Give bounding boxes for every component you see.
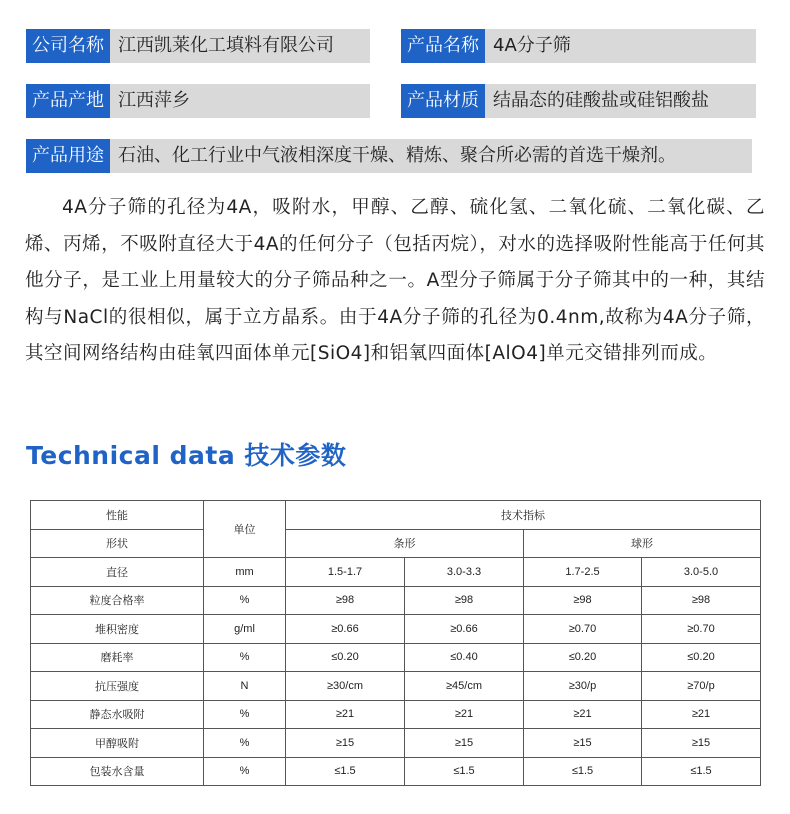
tech-data-table bbox=[30, 500, 761, 786]
row-value-cell: ≥21 bbox=[642, 700, 761, 729]
origin-value: 江西萍乡 bbox=[110, 84, 370, 118]
row-value-cell: ≤1.5 bbox=[642, 757, 761, 786]
row-value-cell: ≤0.40 bbox=[405, 643, 524, 672]
table-row bbox=[31, 700, 761, 729]
table-header-row bbox=[31, 501, 761, 530]
row-unit-cell: % bbox=[204, 729, 286, 758]
row-value-cell: ≥15 bbox=[642, 729, 761, 758]
product-name-row bbox=[401, 29, 756, 63]
row-name-cell: 抗压强度 bbox=[31, 672, 204, 701]
row-value-cell: ≥0.66 bbox=[405, 615, 524, 644]
row-unit-cell: mm bbox=[204, 558, 286, 587]
row-value-cell: ≥98 bbox=[286, 586, 405, 615]
row-value-cell: ≥0.70 bbox=[524, 615, 642, 644]
row-value-cell: ≥70/p bbox=[642, 672, 761, 701]
row-value-cell: ≥98 bbox=[524, 586, 642, 615]
material-value: 结晶态的硅酸盐或硅铝酸盐 bbox=[485, 84, 756, 118]
usage-row bbox=[26, 139, 752, 173]
table-row bbox=[31, 672, 761, 701]
company-row bbox=[26, 29, 370, 63]
row-value-cell: ≥15 bbox=[405, 729, 524, 758]
row-name-cell: 粒度合格率 bbox=[31, 586, 204, 615]
row-name-cell: 甲醇吸附 bbox=[31, 729, 204, 758]
row-name-cell: 直径 bbox=[31, 558, 204, 587]
table-row bbox=[31, 643, 761, 672]
row-value-cell: ≥0.70 bbox=[642, 615, 761, 644]
row-value-cell: ≥21 bbox=[286, 700, 405, 729]
material-label: 产品材质 bbox=[401, 84, 485, 118]
section-title: Technical data 技术参数 bbox=[26, 441, 347, 470]
row-value-cell: ≥30/p bbox=[524, 672, 642, 701]
row-name-cell: 堆积密度 bbox=[31, 615, 204, 644]
row-value-cell: ≥21 bbox=[405, 700, 524, 729]
row-value-cell: 1.5-1.7 bbox=[286, 558, 405, 587]
table-row bbox=[31, 586, 761, 615]
row-unit-cell: % bbox=[204, 700, 286, 729]
table-row bbox=[31, 757, 761, 786]
row-value-cell: ≤1.5 bbox=[405, 757, 524, 786]
header-property: 性能 bbox=[31, 501, 204, 530]
usage-value: 石油、化工行业中气液相深度干燥、精炼、聚合所必需的首选干燥剂。 bbox=[110, 139, 752, 173]
row-value-cell: ≥98 bbox=[405, 586, 524, 615]
material-row bbox=[401, 84, 756, 118]
row-name-cell: 磨耗率 bbox=[31, 643, 204, 672]
header-unit: 单位 bbox=[204, 501, 286, 558]
header-spec: 技术指标 bbox=[286, 501, 761, 530]
origin-row bbox=[26, 84, 370, 118]
product-name-label: 产品名称 bbox=[401, 29, 485, 63]
table-row bbox=[31, 615, 761, 644]
product-name-value: 4A分子筛 bbox=[485, 29, 756, 63]
row-name-cell: 包装水含量 bbox=[31, 757, 204, 786]
row-value-cell: 1.7-2.5 bbox=[524, 558, 642, 587]
row-unit-cell: g/ml bbox=[204, 615, 286, 644]
row-value-cell: ≥21 bbox=[524, 700, 642, 729]
row-value-cell: ≤0.20 bbox=[286, 643, 405, 672]
table-row bbox=[31, 729, 761, 758]
row-value-cell: 3.0-5.0 bbox=[642, 558, 761, 587]
row-value-cell: ≤0.20 bbox=[524, 643, 642, 672]
row-value-cell: ≤1.5 bbox=[524, 757, 642, 786]
header-shape: 形状 bbox=[31, 529, 204, 558]
company-value: 江西凯莱化工填料有限公司 bbox=[110, 29, 370, 63]
row-unit-cell: N bbox=[204, 672, 286, 701]
company-label: 公司名称 bbox=[26, 29, 110, 63]
row-value-cell: ≥98 bbox=[642, 586, 761, 615]
row-value-cell: ≥15 bbox=[286, 729, 405, 758]
table-shape-row bbox=[31, 529, 761, 558]
row-value-cell: ≤1.5 bbox=[286, 757, 405, 786]
row-value-cell: ≥45/cm bbox=[405, 672, 524, 701]
row-unit-cell: % bbox=[204, 586, 286, 615]
row-value-cell: ≥0.66 bbox=[286, 615, 405, 644]
row-unit-cell: % bbox=[204, 757, 286, 786]
row-value-cell: ≥30/cm bbox=[286, 672, 405, 701]
table-row bbox=[31, 558, 761, 587]
usage-label: 产品用途 bbox=[26, 139, 110, 173]
description-paragraph: 4A分子筛的孔径为4A，吸附水，甲醇、乙醇、硫化氢、二氧化硫、二氧化碳、乙烯、丙烯，不吸附直径大于4A的任何分子（包括丙烷），对水的选择吸附性能高于任何其他分子，是工业上用量较大的分子筛品种之一。A型分子筛属于分子筛其中的一种，其结构与NaCl的很相似，属于立方晶系。由于4A分子筛的孔径为0.4nm,故称为4A分子筛，其空间网络结构由硅氧四面体单元[SiO4]和铝氧四面体[AlO4]单元交错排列而成。 bbox=[25, 197, 765, 364]
origin-label: 产品产地 bbox=[26, 84, 110, 118]
row-name-cell: 静态水吸附 bbox=[31, 700, 204, 729]
row-value-cell: ≤0.20 bbox=[642, 643, 761, 672]
row-unit-cell: % bbox=[204, 643, 286, 672]
row-value-cell: 3.0-3.3 bbox=[405, 558, 524, 587]
shape-sphere: 球形 bbox=[524, 529, 761, 558]
row-value-cell: ≥15 bbox=[524, 729, 642, 758]
shape-strip: 条形 bbox=[286, 529, 524, 558]
